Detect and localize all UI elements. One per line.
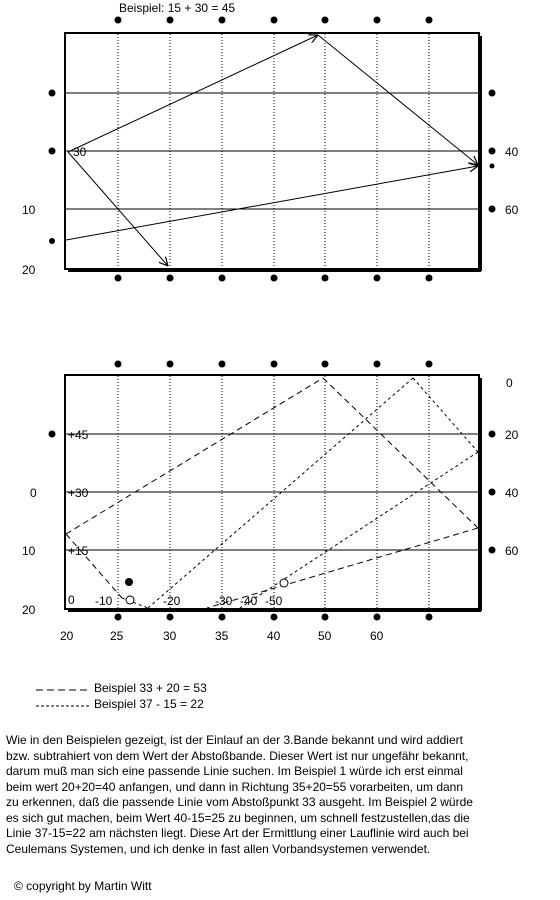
legend-item-1: Beispiel 33 + 20 = 53 <box>94 681 207 695</box>
diagram-2-axis-label-35: 35 <box>215 629 229 643</box>
diagram-1-title: Beispiel: 15 + 30 = 45 <box>119 1 236 15</box>
cue-ball-marker <box>125 578 133 586</box>
diagram-1-label-30: 30 <box>73 145 87 159</box>
diagram-2-axis-label-60: 60 <box>370 629 384 643</box>
diagram-1-label-20: 20 <box>22 263 36 277</box>
diagram-2-label-40-right: 40 <box>505 486 519 500</box>
diagram-2-label-0-right: 0 <box>506 376 513 390</box>
diagram-2-top-diamonds <box>115 361 433 368</box>
copyright-text: © copyright by Martin Witt <box>14 879 152 893</box>
diagram-2-axis-label-25: 25 <box>110 629 124 643</box>
ball-marker <box>126 596 134 604</box>
diagram-2 <box>22 361 519 644</box>
diagram-1-label-40: 40 <box>505 145 519 159</box>
diagram-2-bottom-label-0: 0 <box>68 593 75 607</box>
diagram-2-label-plus15: +15 <box>68 544 89 558</box>
diagram-2-bottom-diamonds <box>115 614 433 621</box>
diagram-2-axis-label-20: 20 <box>60 629 74 643</box>
diagram-2-label-20-right: 20 <box>505 428 519 442</box>
legend <box>36 681 207 711</box>
diagram-2-axis-label-30: 30 <box>163 629 177 643</box>
diagram-2-axis-label-50: 50 <box>318 629 332 643</box>
contact-point-marker <box>280 579 288 587</box>
diagram-2-label-plus30: +30 <box>68 486 89 500</box>
diagram-2-bottom-label-m10: -10 <box>95 594 113 608</box>
diagram-2-label-0-left: 0 <box>30 486 37 500</box>
legend-item-2: Beispiel 37 - 15 = 22 <box>94 697 204 711</box>
diagram-2-label-10-left: 10 <box>22 544 36 558</box>
diagram-2-label-60-right: 60 <box>505 544 519 558</box>
diagram-2-axis-label-40: 40 <box>267 629 281 643</box>
diagram-1-bottom-diamonds <box>115 275 433 282</box>
diagram-1-label-10: 10 <box>22 203 36 217</box>
diagram-2-bottom-label-m50: -50 <box>265 594 283 608</box>
diagram-2-bottom-label-m20: -20 <box>163 594 181 608</box>
diagram-1 <box>22 1 519 282</box>
diagram-2-bottom-label-m40: -40 <box>240 594 258 608</box>
explanation-text: Wie in den Beispielen gezeigt, ist der Einlauf an der 3.Bande bekannt und wird addiert bzw. subtrahiert von dem Wert der Abstoßbande. Dieser Wert ist nur ungefähr bekannt, darum muß man sich eine passende Linie suchen. Im Beispiel 1 würde ich erst einmal beim wert 20+20=40 anfangen, und dann in Richtung 35+20=55 vorarbeiten, um dann zu erkennen, daß die passende Linie vom Abstoßpunkt 33 ausgeht. Im Beispiel 2 würde es sich gut machen, beim Wert 40-15=25 zu beginnen, um schnell festzustellen,das die Linie 37-15=22 am nächsten liegt. Diese Art der Ermittlung einer Lauflinie wird auch bei Ceulemans Systemen, und ich denke in fast allen Vorbandsystemen verwendet. <box>6 733 473 856</box>
diagram-2-label-plus45: +45 <box>68 428 89 442</box>
diagram-2-bottom-label-m30: -30 <box>215 594 233 608</box>
diagram-1-top-diamonds <box>115 17 433 24</box>
diagram-2-label-20-left: 20 <box>22 603 36 617</box>
diagram-1-label-60: 60 <box>505 203 519 217</box>
